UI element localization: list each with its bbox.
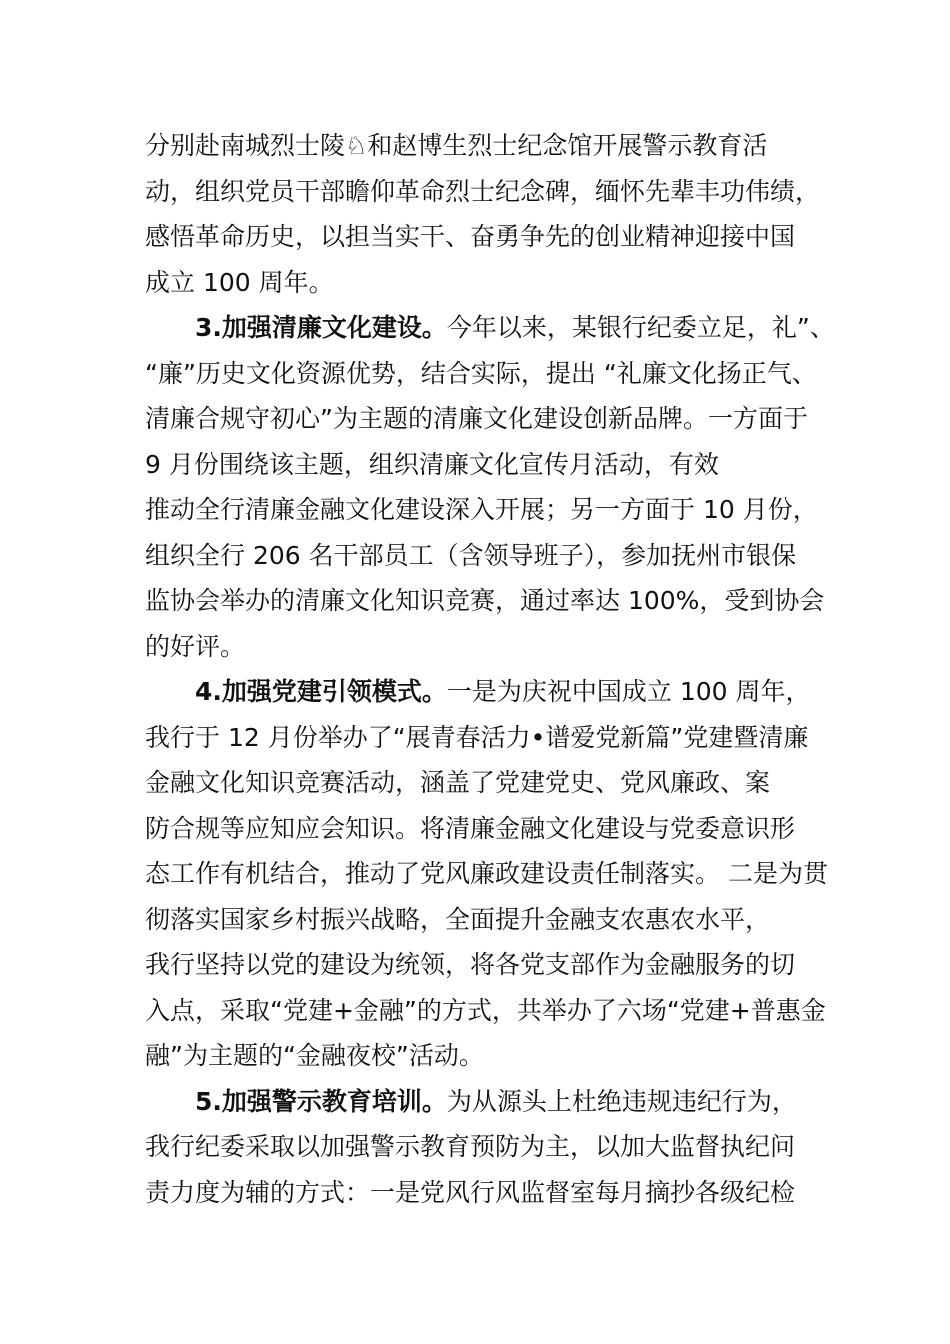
section-3-text: 今年以来，某银行纪委立足，礼”、 xyxy=(446,313,835,342)
section-3-first-line xyxy=(145,305,835,351)
body-line: 监协会举办的清廉文化知识竞赛，通过率达 100%，受到协会 xyxy=(145,586,825,615)
section-3-heading: 3.加强清廉文化建设。 xyxy=(195,313,447,342)
body-line: 清廉合规守初心”为主题的清廉文化建设创新品牌。一方面于 xyxy=(145,404,808,433)
body-line: 我行纪委采取以加强警示教育预防为主，以加大监督执纪问 xyxy=(145,1132,796,1161)
body-line: 分别赴南城烈士陵♘和赵博生烈士纪念馆开展警示教育活 xyxy=(145,131,768,160)
body-line: 9 月份围绕该主题，组织清廉文化宣传月活动，有效 xyxy=(145,449,719,479)
body-line: 成立 100 周年。 xyxy=(145,267,334,297)
section-5-first-line xyxy=(145,1079,825,1125)
body-line: 彻落实国家乡村振兴战略，全面提升金融支农惠农水平， xyxy=(145,904,771,934)
body-line: “廉”历史文化资源优势，结合实际，提出 “礼廉文化扬正气、 xyxy=(145,358,817,388)
body-line: 防合规等应知应会知识。将清廉金融文化建设与党委意识形 xyxy=(145,813,796,843)
body-line: 我行于 12 月份举办了“展青春活力•谱爱党新篇”党建暨清廉 xyxy=(145,722,809,752)
body-line: 责力度为辅的方式：一是党风行风监督室每月摘抄各级纪检 xyxy=(145,1177,796,1207)
body-line: 动，组织党员干部瞻仰革命烈士纪念碑，缅怀先辈丰功伟绩， xyxy=(145,176,821,206)
section-4-heading: 4.加强党建引领模式。 xyxy=(195,677,447,706)
section-4-first-line xyxy=(145,669,825,715)
body-line: 态工作有机结合，推动了党风廉政建设责任制落实。 二是为贯 xyxy=(145,859,828,888)
body-line: 融”为主题的“金融夜校”活动。 xyxy=(145,1041,484,1070)
body-line: 组织全行 206 名干部员工（含领导班子），参加抚州市银保 xyxy=(145,540,797,570)
body-line: 的好评。 xyxy=(145,631,246,661)
body-line: 入点，采取“党建+金融”的方式，共举办了六场“党建+普惠金 xyxy=(145,995,826,1025)
section-5-text: 为从源头上杜绝违规违纪行为， xyxy=(446,1086,797,1116)
body-line: 感悟革命历史，以担当实干、奋勇争先的创业精神迎接中国 xyxy=(145,222,796,251)
body-line: 我行坚持以党的建设为统领，将各党支部作为金融服务的切 xyxy=(145,950,796,979)
section-5-heading: 5.加强警示教育培训。 xyxy=(195,1086,447,1116)
document-body xyxy=(145,123,835,1215)
body-line: 推动全行清廉金融文化建设深入开展；另一方面于 10 月份， xyxy=(145,495,818,524)
section-4-text: 一是为庆祝中国成立 100 周年， xyxy=(446,677,811,706)
body-line: 金融文化知识竞赛活动，涵盖了党建党史、党风廉政、案 xyxy=(145,768,771,797)
